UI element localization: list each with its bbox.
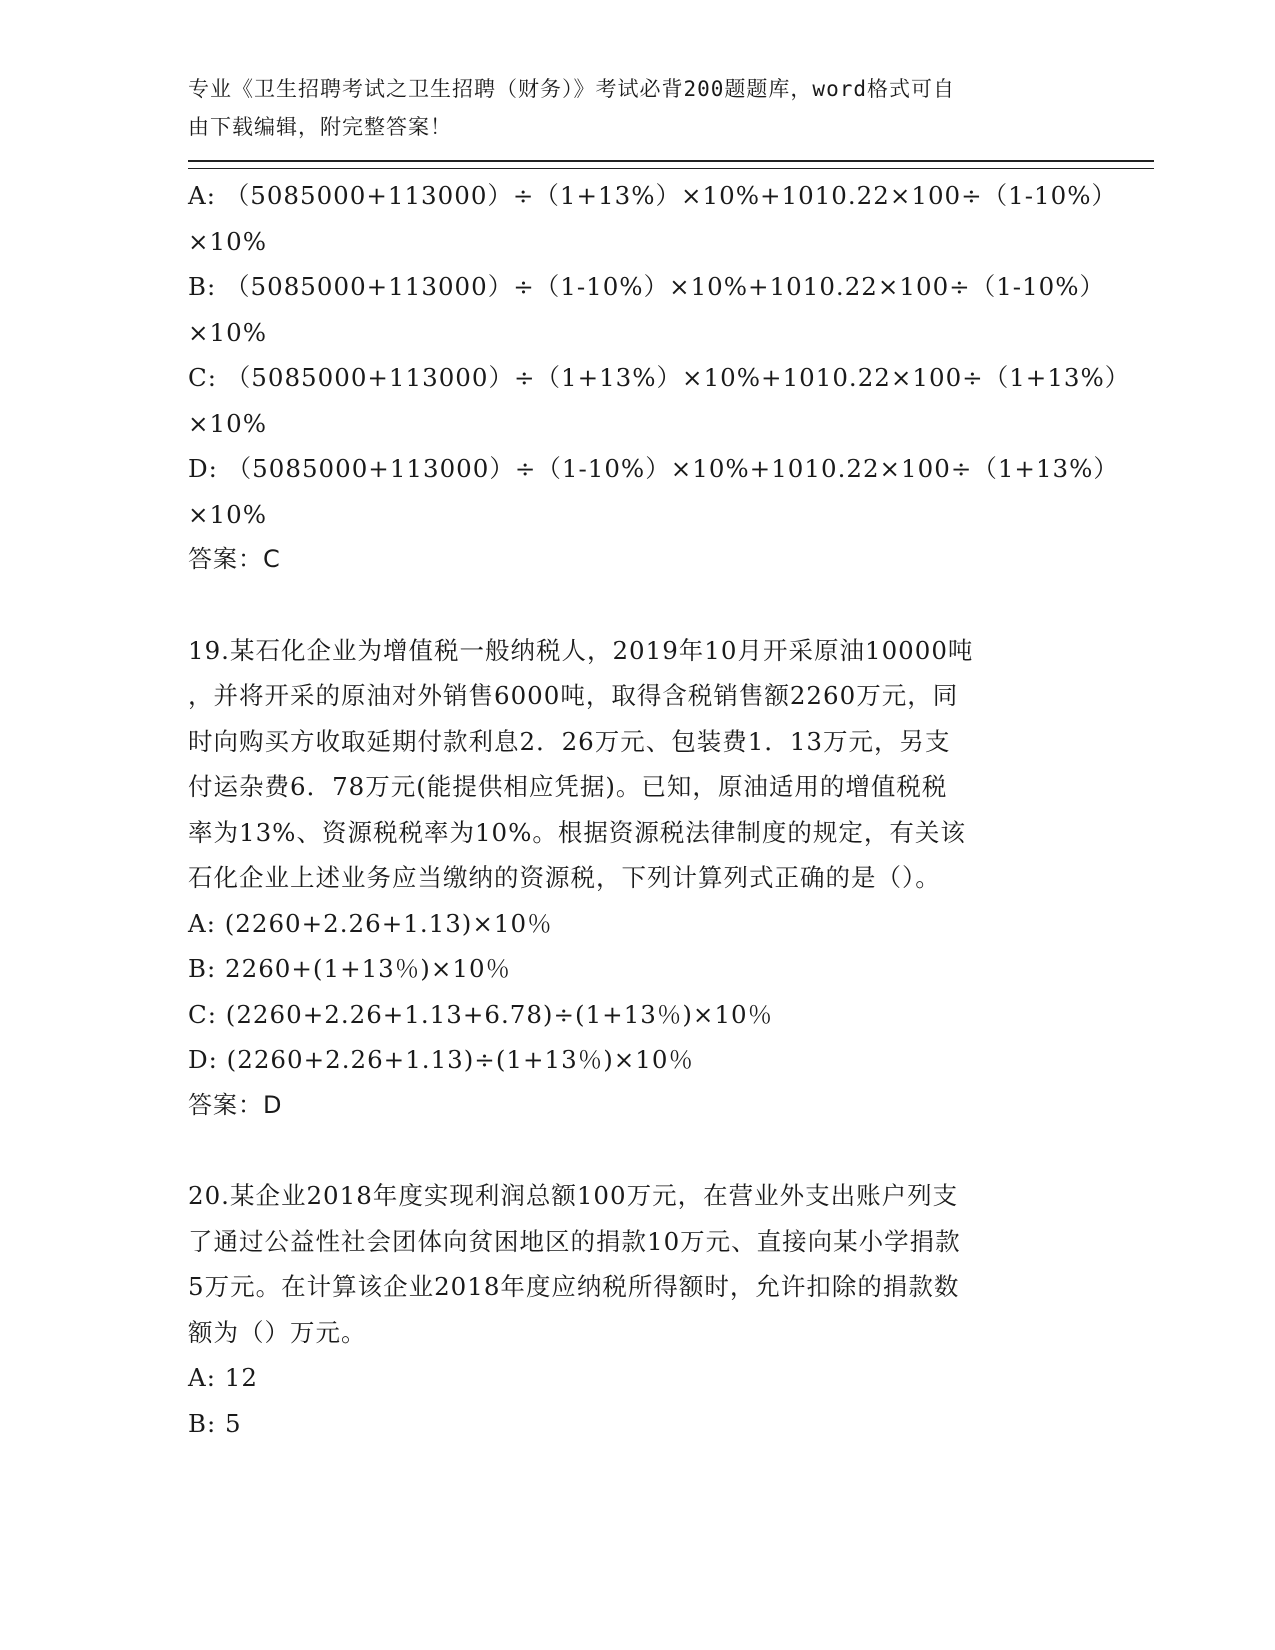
question-list bbox=[188, 173, 1131, 1446]
document-header bbox=[188, 70, 1068, 146]
header-line-2: 由下载编辑，附完整答案！ bbox=[188, 115, 452, 139]
option-a: A: 12 bbox=[188, 1363, 258, 1392]
option-b-line-2: ×10% bbox=[188, 317, 267, 347]
option-c-line-1: C: （5085000+113000）÷（1+13%）×10%+1010.22×100÷（1+13%） bbox=[188, 363, 1131, 392]
question-19 bbox=[188, 628, 1068, 1129]
question-stem-line: 19.某石化企业为增值税一般纳税人，2019年10月开采原油10000吨 bbox=[188, 635, 974, 665]
option-d-line-2: ×10% bbox=[188, 499, 267, 529]
option-a-line-2: ×10% bbox=[188, 226, 267, 256]
option-d: D: (2260+2.26+1.13)÷(1+13％)×10％ bbox=[188, 1045, 694, 1074]
header-divider bbox=[188, 160, 1154, 169]
question-stem-line: 率为13%、资源税税率为10%。根据资源税法律制度的规定，有关该 bbox=[188, 817, 966, 847]
question-stem-line: 5万元。在计算该企业2018年度应纳税所得额时，允许扣除的捐款数 bbox=[188, 1272, 960, 1301]
question-stem-line: 20.某企业2018年度实现利润总额100万元，在营业外支出账户列支 bbox=[188, 1181, 959, 1210]
question-stem-line: ，并将开采的原油对外销售6000吨，取得含税销售额2260万元，同 bbox=[188, 681, 959, 710]
option-b: B: 5 bbox=[188, 1408, 242, 1438]
spacer bbox=[188, 1128, 1068, 1173]
question-stem-line: 石化企业上述业务应当缴纳的资源税，下列计算列式正确的是（）。 bbox=[188, 863, 941, 892]
question-20 bbox=[188, 1173, 1068, 1446]
header-line-1: 专业《卫生招聘考试之卫生招聘（财务）》考试必背200题题库，word格式可自 bbox=[188, 77, 955, 101]
option-d-line-1: D: （5085000+113000）÷（1-10%）×10%+1010.22×100÷（1+13%） bbox=[188, 454, 1119, 483]
document-page bbox=[188, 70, 1148, 1446]
option-b: B: 2260+(1+13％)×10％ bbox=[188, 954, 512, 983]
option-c-line-2: ×10% bbox=[188, 408, 267, 438]
option-a: A: (2260+2.26+1.13)×10％ bbox=[188, 908, 553, 938]
answer-label: 答案：C bbox=[188, 545, 281, 573]
answer-label: 答案：D bbox=[188, 1090, 283, 1119]
option-a-line-1: A: （5085000+113000）÷（1+13%）×10%+1010.22×100÷（1-10%） bbox=[188, 181, 1117, 210]
option-b-line-1: B: （5085000+113000）÷（1-10%）×10%+1010.22×100÷（1-10%） bbox=[188, 272, 1106, 301]
question-stem-line: 了通过公益性社会团体向贫困地区的捐款10万元、直接向某小学捐款 bbox=[188, 1226, 961, 1256]
question-stem-line: 额为（）万元。 bbox=[188, 1317, 367, 1347]
question-stem-line: 时向购买方收取延期付款利息2．26万元、包装费1．13万元，另支 bbox=[188, 726, 951, 756]
option-c: C: (2260+2.26+1.13+6.78)÷(1+13％)×10％ bbox=[188, 999, 774, 1029]
spacer bbox=[188, 583, 1068, 628]
question-18-options bbox=[188, 173, 1131, 583]
question-stem-line: 付运杂费6．78万元(能提供相应凭据)。已知，原油适用的增值税税 bbox=[188, 772, 948, 801]
